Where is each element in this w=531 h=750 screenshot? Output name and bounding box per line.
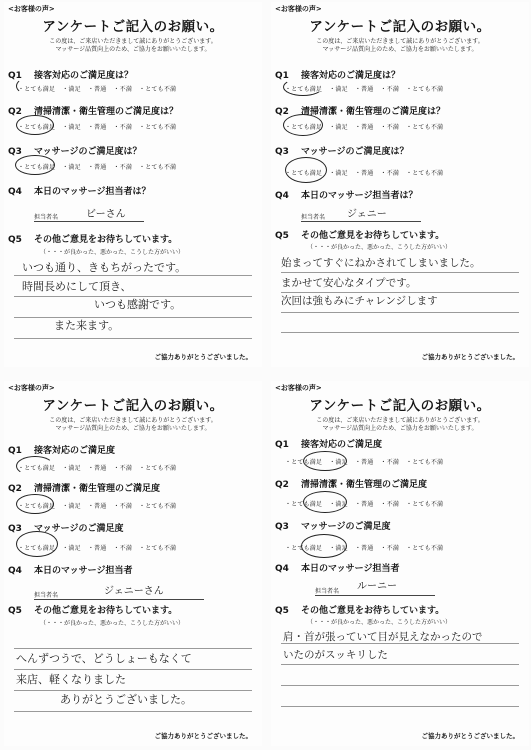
q3-answer-circle [301, 534, 347, 558]
comment-line [281, 664, 519, 665]
staff-name-label: 担当者名 [34, 214, 59, 221]
comment-handwritten-4: また来ます。 [54, 319, 120, 332]
question-4: Q4 本日のマッサージ担当者は？ [275, 191, 418, 201]
q2-options: ・とても満足 ・満足 ・普通 ・不満 ・とても不満 [18, 503, 177, 510]
q1-options: ・とても満足 ・満足 ・普通 ・不満 ・とても不満 [285, 86, 444, 93]
card-tag: <お客様の声> [275, 384, 322, 392]
card-tag: <お客様の声> [8, 384, 55, 392]
intro-line-2: マッサージ品質向上のため、ご協力をお願いいたします。 [55, 425, 211, 432]
q1-answer-circle [16, 456, 54, 476]
q2-answer-circle [16, 115, 54, 135]
question-5: Q5 その他ご意見をお待ちしています。 [8, 235, 178, 245]
question-5: Q5 その他ご意見をお待ちしています。 [275, 231, 445, 241]
question-3: Q3 マッサージのご満足度は？ [8, 147, 142, 157]
question-5: Q5 その他ご意見をお待ちしています。 [275, 606, 445, 616]
question-3: Q3 マッサージのご満足度 [8, 524, 124, 534]
q1-options: ・とても満足 ・満足 ・普通 ・不満 ・とても不満 [18, 465, 177, 472]
comment-line [281, 272, 519, 273]
q2-options: ・とても満足 ・満足 ・普通 ・不満 ・とても不満 [285, 501, 444, 508]
comment-line [14, 648, 252, 649]
card-tag: <お客様の声> [275, 5, 322, 13]
survey-card-4 [271, 381, 529, 746]
comment-line [14, 338, 252, 339]
comment-handwritten-3: ありがとうございました。 [60, 693, 192, 706]
q1-answer-circle [303, 451, 347, 471]
q2-options: ・とても満足 ・満足 ・普通 ・不満 ・とても不満 [285, 124, 444, 131]
q3-options: ・とても満足 ・満足 ・普通 ・不満 ・とても不満 [285, 170, 444, 177]
q3-options: ・とても満足 ・満足 ・普通 ・不満 ・とても不満 [18, 545, 177, 552]
staff-name-handwritten: ルーニー [357, 581, 397, 592]
comment-line [14, 317, 252, 318]
q3-answer-circle [285, 157, 327, 183]
staff-name-label: 担当者名 [301, 214, 326, 221]
comment-handwritten-1: へんずつうで、どうしょーもなくて [16, 652, 192, 665]
question-1: Q1 接客対応のご満足度は？ [8, 71, 134, 81]
question-1: Q1 接客対応のご満足度は？ [275, 71, 401, 81]
thanks-text: ご協力ありがとうございました。 [421, 732, 519, 740]
q3-answer-circle [15, 155, 55, 175]
q2-answer-circle [16, 494, 54, 514]
question-1: Q1 接客対応のご満足度 [275, 440, 383, 450]
question-4: Q4 本日のマッサージ担当者は？ [8, 187, 151, 197]
question-3: Q3 マッサージのご満足度 [275, 522, 391, 532]
staff-name-handwritten: ジェニー [347, 209, 387, 220]
question-5: Q5 その他ご意見をお待ちしています。 [8, 606, 178, 616]
card-title: アンケートご記入のお願い。 [309, 398, 491, 414]
staff-name-line [34, 599, 204, 600]
comment-handwritten-2: いたのがスッキリした [283, 649, 388, 661]
survey-card-2 [271, 2, 529, 367]
staff-name-label: 担当者名 [315, 588, 340, 595]
intro-line-1: この度は、ご来店いただきまして誠にありがとうございます。 [316, 417, 484, 424]
card-title: アンケートご記入のお願い。 [309, 19, 491, 35]
staff-name-handwritten: ジェニーさん [104, 586, 164, 597]
card-title: アンケートご記入のお願い。 [42, 19, 224, 35]
comment-line [14, 275, 252, 276]
survey-card-3 [4, 381, 262, 746]
question-2: Q2 清掃清潔・衛生管理のご満足度は？ [8, 107, 179, 117]
comment-line [281, 685, 519, 686]
q3-options: ・とても満足 ・満足 ・普通 ・不満 ・とても不満 [285, 545, 444, 552]
intro-line-1: この度は、ご来店いただきまして誠にありがとうございます。 [49, 38, 217, 45]
question-3: Q3 マッサージのご満足度は？ [275, 147, 409, 157]
staff-name-line [315, 595, 435, 596]
q3-answer-circle [16, 531, 58, 557]
staff-name-line [301, 221, 421, 222]
question-2: Q2 清掃清潔・衛生管理のご満足度は？ [275, 107, 446, 117]
survey-card-1 [4, 2, 262, 367]
comment-line [281, 706, 519, 707]
question-1: Q1 接客対応のご満足度 [8, 446, 116, 456]
comment-line [14, 711, 252, 712]
q1-answer-circle [16, 78, 38, 94]
thanks-text: ご協力ありがとうございました。 [421, 353, 519, 361]
intro-line-2: マッサージ品質向上のため、ご協力をお願いいたします。 [55, 46, 211, 53]
intro-line-2: マッサージ品質向上のため、ご協力をお願いいたします。 [322, 46, 478, 53]
question-2: Q2 清掃清潔・衛生管理のご満足度 [275, 480, 428, 490]
q5-subtitle: （・・・が良かった、悪かった、こうした方がいい） [307, 619, 452, 626]
comment-handwritten-1: 肩・首が張っていて目が見えなかったので [283, 631, 483, 643]
staff-name-label: 担当者名 [34, 592, 59, 599]
q5-subtitle: （・・・が良かった、悪かった、こうした方がいい） [40, 620, 185, 627]
intro-line-1: この度は、ご来店いただきまして誠にありがとうございます。 [49, 417, 217, 424]
comment-handwritten-1: 始まってすぐにねかされてしまいました。 [281, 257, 481, 269]
comment-line [281, 312, 519, 313]
comment-handwritten-3: いつも感謝です。 [94, 298, 182, 311]
question-2: Q2 清掃清潔・衛生管理のご満足度 [8, 484, 161, 494]
staff-name-line [34, 221, 144, 222]
q5-subtitle: （・・・が良かった、悪かった、こうした方がいい） [307, 244, 452, 251]
intro-line-2: マッサージ品質向上のため、ご協力をお願いいたします。 [322, 425, 478, 432]
comment-handwritten-2: 時間長めにして頂き、 [22, 280, 132, 293]
q1-options: ・とても満足 ・満足 ・普通 ・不満 ・とても不満 [285, 459, 444, 466]
thanks-text: ご協力ありがとうございました。 [154, 353, 252, 361]
q5-subtitle: （・・・が良かった、悪かった、こうした方がいい） [40, 249, 185, 256]
q1-answer-circle [283, 78, 323, 96]
q2-options: ・とても満足 ・満足 ・普通 ・不満 ・とても不満 [18, 124, 177, 131]
comment-handwritten-3: 次回は強もみにチャレンジします [281, 295, 438, 307]
card-tag: <お客様の声> [8, 5, 55, 13]
q3-options: ・とても満足 ・満足 ・普通 ・不満 ・とても不満 [18, 164, 177, 171]
card-title: アンケートご記入のお願い。 [42, 398, 224, 414]
thanks-text: ご協力ありがとうございました。 [154, 732, 252, 740]
q2-answer-circle [303, 491, 347, 513]
comment-handwritten-2: 来店、軽くなりました [16, 673, 126, 686]
q2-answer-circle [283, 114, 323, 136]
question-4: Q4 本日のマッサージ担当者 [275, 564, 400, 574]
comment-line [14, 669, 252, 670]
comment-handwritten-1: いつも通り、きもちがったです。 [22, 261, 187, 274]
question-4: Q4 本日のマッサージ担当者 [8, 566, 133, 576]
q1-options: ・とても満足 ・満足 ・普通 ・不満 ・とても不満 [18, 86, 177, 93]
staff-name-handwritten: ビーさん [86, 209, 126, 220]
comment-handwritten-2: まかせて安心なタイプです。 [281, 277, 417, 289]
intro-line-1: この度は、ご来店いただきまして誠にありがとうございます。 [316, 38, 484, 45]
comment-line [281, 332, 519, 333]
